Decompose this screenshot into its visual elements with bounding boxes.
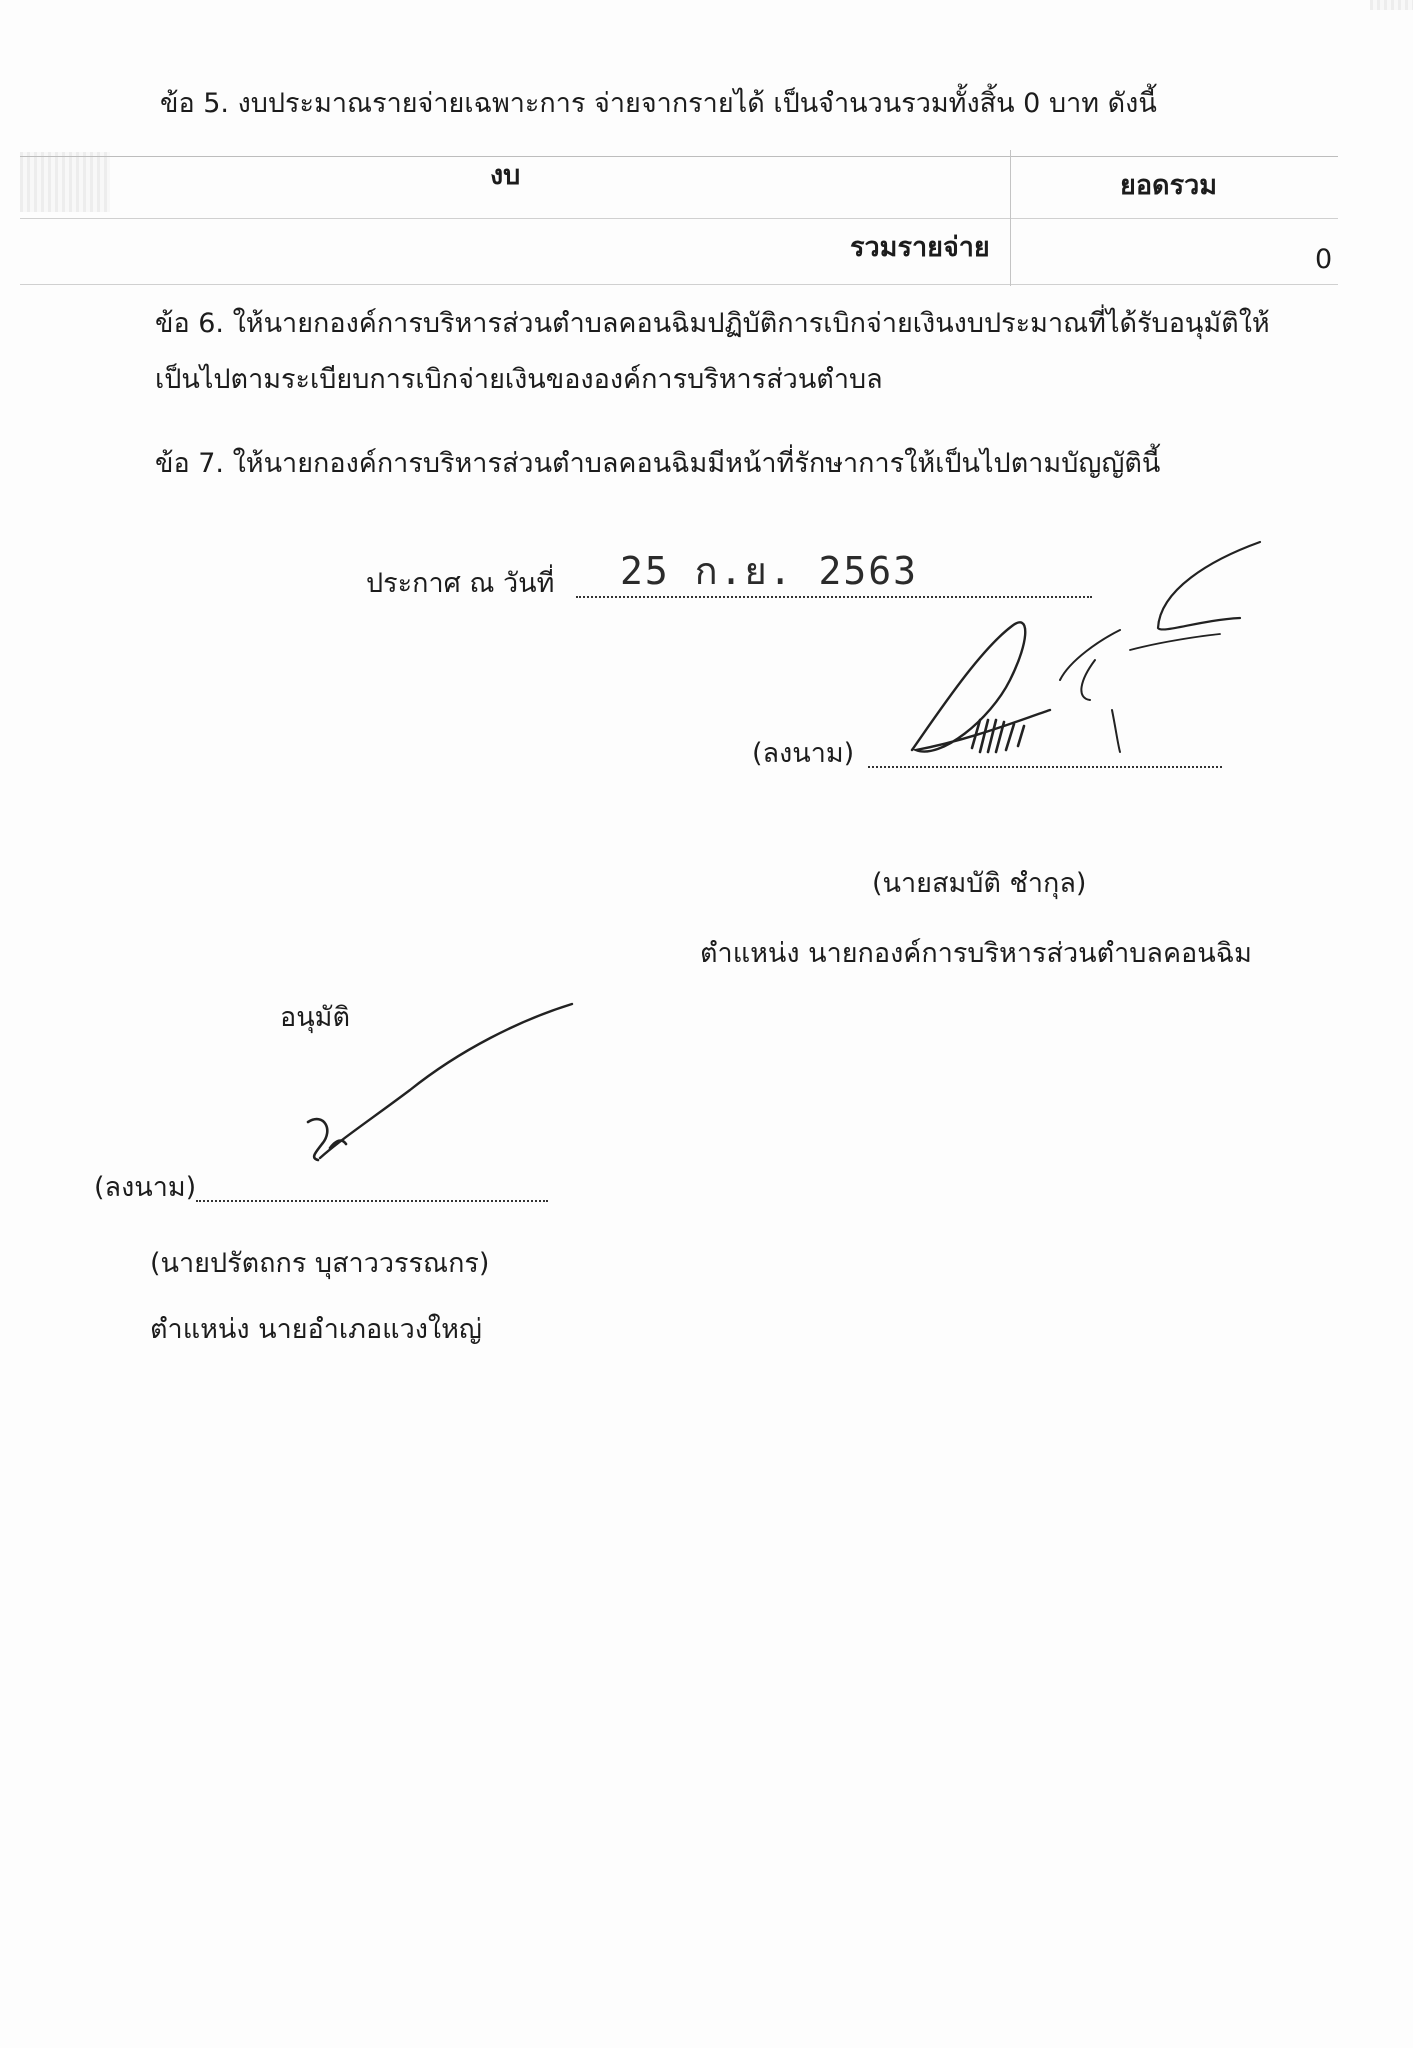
clause-6-line-1: ข้อ 6. ให้นายกองค์การบริหารส่วนตำบลคอนฉิมปฏิบัติการเบิกจ่ายเงินงบประมาณที่ได้รับอนุมัติให้ — [155, 308, 1270, 339]
table-top-border — [20, 156, 1338, 157]
approval-sign-line — [196, 1200, 548, 1202]
clause-5-text: ข้อ 5. งบประมาณรายจ่ายเฉพาะการ จ่ายจากรายได้ เป็นจำนวนรวมทั้งสิ้น 0 บาท ดังนี้ — [160, 88, 1157, 119]
date-stamp: 25 ก.ย. 2563 — [620, 549, 919, 593]
district-chief-position: ตำแหน่ง นายอำเภอแวงใหญ่ — [150, 1314, 482, 1345]
table-header-divider — [20, 218, 1338, 219]
mayor-sign-line — [868, 766, 1222, 768]
table-column-divider — [1010, 150, 1011, 286]
scan-artifact-right-top — [1370, 0, 1413, 10]
table-header-total: ยอดรวม — [1120, 170, 1218, 201]
district-chief-name: (นายปรัตถกร บุสาววรรณกร) — [150, 1248, 490, 1279]
table-total-value: 0 — [1315, 244, 1333, 275]
mayor-position: ตำแหน่ง นายกองค์การบริหารส่วนตำบลคอนฉิม — [700, 938, 1252, 969]
table-total-label: รวมรายจ่าย — [850, 232, 990, 263]
clause-6-line-2: เป็นไปตามระเบียบการเบิกจ่ายเงินขององค์การบริหารส่วนตำบล — [155, 364, 883, 395]
announcement-label: ประกาศ ณ วันที่ — [366, 568, 555, 599]
district-chief-signature — [290, 990, 590, 1170]
clause-7-text: ข้อ 7. ให้นายกองค์การบริหารส่วนตำบลคอนฉิมมีหน้าที่รักษาการให้เป็นไปตามบัญญัตินี้ — [155, 448, 1161, 479]
table-header-budget: งบ — [490, 160, 521, 191]
approval-label: อนุมัติ — [280, 1002, 351, 1033]
mayor-name: (นายสมบัติ ชำกุล) — [872, 868, 1087, 899]
scan-artifact-left — [20, 152, 110, 212]
mayor-sign-label: (ลงนาม) — [752, 738, 855, 769]
approval-sign-label: (ลงนาม) — [94, 1172, 197, 1203]
table-bottom-border — [20, 284, 1338, 285]
mayor-signature — [880, 530, 1280, 780]
